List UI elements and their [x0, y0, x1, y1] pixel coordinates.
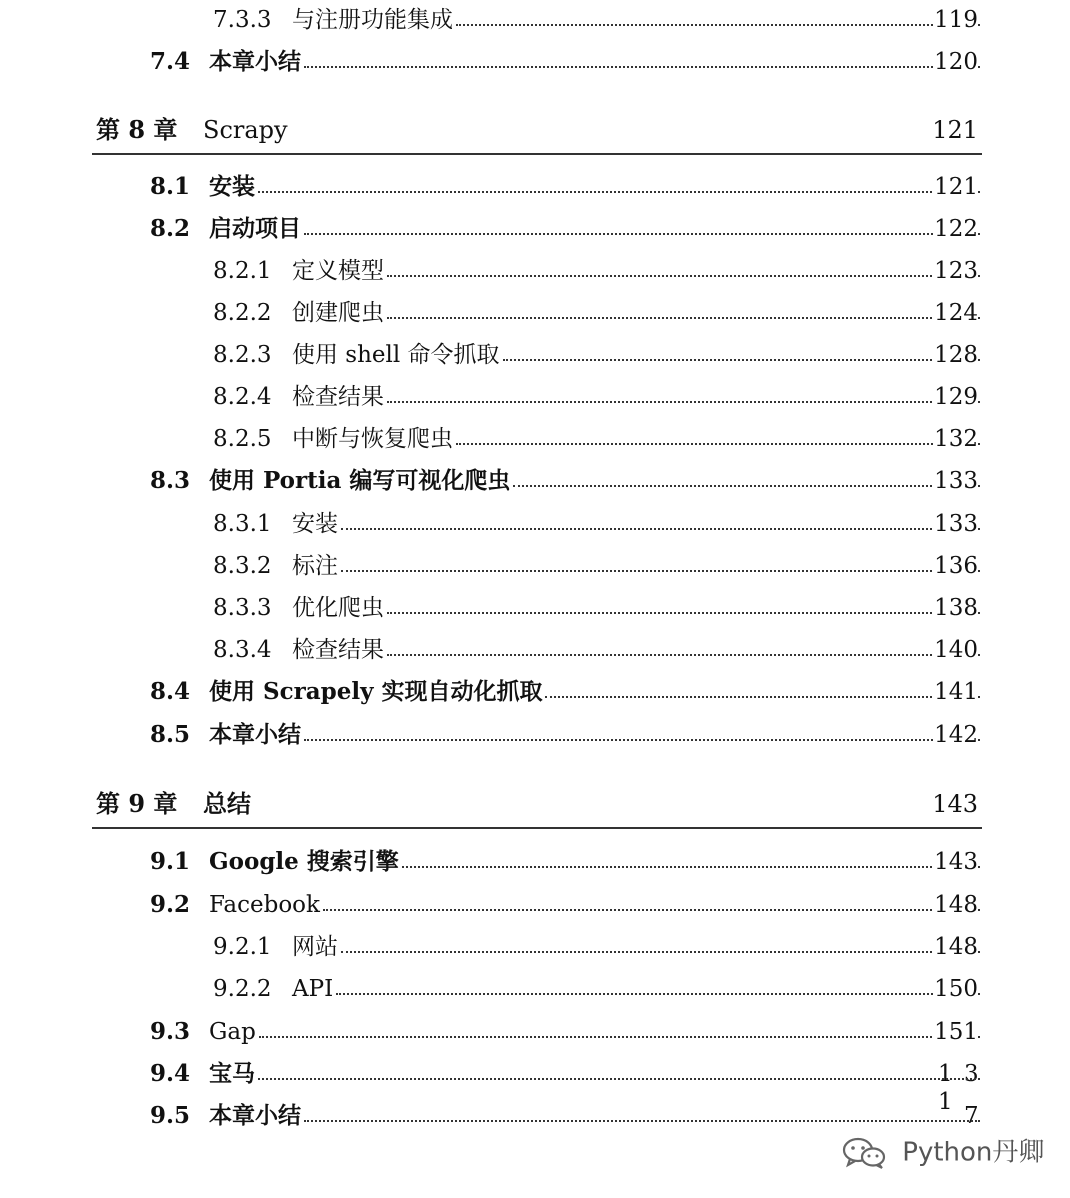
toc-row-title: Google 搜索引擎	[209, 845, 402, 879]
toc-row	[0, 888, 1070, 922]
toc-row	[0, 464, 1070, 498]
leader-dots	[336, 972, 980, 1006]
leader-dots	[513, 464, 980, 498]
leader-dots	[341, 549, 980, 583]
toc-row	[0, 45, 1070, 79]
toc-row-number: 8.2.3	[213, 342, 272, 368]
toc-row-page: 150	[934, 972, 978, 1006]
toc-row	[0, 675, 1070, 709]
toc-row-number: 8.2.1	[213, 258, 272, 284]
toc-row-title: Gap	[209, 1015, 259, 1049]
toc-row-title: 定义模型	[292, 254, 387, 288]
page-digit: 1	[938, 1061, 953, 1087]
toc-row-number: 9.2	[150, 891, 191, 918]
chapter-title: Scrapy	[203, 116, 288, 144]
toc-row	[0, 254, 1070, 288]
toc-row-title: 安装	[209, 170, 258, 204]
toc-row-page: 119	[934, 3, 978, 37]
toc-row	[0, 591, 1070, 625]
leader-dots	[304, 718, 980, 752]
toc-row	[0, 507, 1070, 541]
leader-dots	[387, 633, 980, 667]
leader-dots	[259, 1015, 980, 1049]
toc-row-page: 148	[934, 930, 978, 964]
toc-row	[0, 549, 1070, 583]
toc-row-page: 136	[934, 549, 978, 583]
toc-row-title: 与注册功能集成	[292, 3, 456, 37]
leader-dots	[341, 930, 980, 964]
leader-dots	[456, 422, 980, 456]
toc-row	[0, 633, 1070, 667]
chapter-label: 第 9 章	[96, 789, 178, 818]
leader-dots	[341, 507, 980, 541]
toc-row-number: 8.2.4	[213, 384, 272, 410]
toc-row-title: 使用 shell 命令抓取	[292, 338, 503, 372]
toc-row	[0, 1099, 1070, 1133]
toc-row	[0, 3, 1070, 37]
toc-row-title: 启动项目	[209, 212, 304, 246]
toc-row-page: 133	[934, 507, 978, 541]
toc-row-page: 124	[934, 296, 978, 330]
toc-row-title: 标注	[292, 549, 341, 583]
toc-row-page: 151	[934, 1015, 978, 1049]
leader-dots	[503, 338, 980, 372]
chapter-heading	[0, 110, 1070, 150]
toc-row-number: 8.2	[150, 215, 191, 242]
page-digit: 7	[964, 1103, 979, 1129]
toc-row-title: 使用 Scrapely 实现自动化抓取	[209, 675, 545, 709]
toc-row-page: 142	[934, 718, 978, 752]
toc-row-title: 网站	[292, 930, 341, 964]
toc-row	[0, 296, 1070, 330]
toc-row-number: 7.4	[150, 48, 191, 75]
toc-row-page: 140	[934, 633, 978, 667]
toc-row-title: API	[292, 972, 336, 1006]
watermark	[840, 1132, 1044, 1172]
leader-dots	[258, 1057, 980, 1091]
chapter-rule	[92, 153, 982, 155]
toc-row-number: 8.3.1	[213, 511, 272, 537]
leader-dots	[545, 675, 980, 709]
wechat-icon	[840, 1136, 888, 1170]
toc-row	[0, 1057, 1070, 1091]
toc-row-title: 宝马	[209, 1057, 258, 1091]
toc-row-title: 创建爬虫	[292, 296, 387, 330]
leader-dots	[258, 170, 980, 204]
toc-row-number: 9.4	[150, 1060, 191, 1087]
toc-row-title: 使用 Portia 编写可视化爬虫	[209, 464, 513, 498]
toc-row-title: 中断与恢复爬虫	[292, 422, 456, 456]
toc-row-title: 安装	[292, 507, 341, 541]
toc-row-title: 检查结果	[292, 380, 387, 414]
chapter-title: 总结	[203, 789, 251, 818]
toc-row-title: 本章小结	[209, 718, 304, 752]
toc-row-page: 123	[934, 254, 978, 288]
toc-row-page: 122	[934, 212, 978, 246]
toc-row-page: 132	[934, 422, 978, 456]
toc-row-number: 9.5	[150, 1102, 191, 1129]
toc-row-number: 8.2.5	[213, 426, 272, 452]
toc-row-title: 本章小结	[209, 1099, 304, 1133]
toc-row	[0, 845, 1070, 879]
toc-row-page: 128	[934, 338, 978, 372]
toc-row-title: 检查结果	[292, 633, 387, 667]
toc-row	[0, 380, 1070, 414]
toc-row-number: 8.3.3	[213, 595, 272, 621]
toc-row	[0, 972, 1070, 1006]
toc-row-number: 8.4	[150, 678, 191, 705]
chapter-label: 第 8 章	[96, 115, 178, 144]
toc-row-number: 8.3.2	[213, 553, 272, 579]
leader-dots	[402, 845, 980, 879]
leader-dots	[456, 3, 980, 37]
toc-row-page: 141	[934, 675, 978, 709]
watermark-text: Python丹卿	[902, 1137, 1045, 1168]
leader-dots	[387, 591, 980, 625]
toc-row-number: 8.5	[150, 721, 191, 748]
toc-row-number: 8.1	[150, 173, 191, 200]
toc-row-page: 129	[934, 380, 978, 414]
toc-row-number: 9.2.2	[213, 976, 272, 1002]
toc-row	[0, 212, 1070, 246]
toc-row-page: 138	[934, 591, 978, 625]
leader-dots	[323, 888, 980, 922]
toc-row-number: 8.3.4	[213, 637, 272, 663]
leader-dots	[387, 254, 980, 288]
toc-row-page: 120	[934, 45, 978, 79]
toc-row	[0, 718, 1070, 752]
toc-row-page: 133	[934, 464, 978, 498]
toc-row	[0, 1015, 1070, 1049]
chapter-page: 143	[932, 790, 978, 818]
toc-row	[0, 338, 1070, 372]
toc-row-number: 9.2.1	[213, 934, 272, 960]
leader-dots	[304, 1099, 980, 1133]
toc-row-title: Facebook	[209, 888, 323, 922]
leader-dots	[387, 380, 980, 414]
toc-row-page: 121	[934, 170, 978, 204]
leader-dots	[304, 212, 980, 246]
toc-row-page: 143	[934, 845, 978, 879]
toc-row-title: 优化爬虫	[292, 591, 387, 625]
toc-row	[0, 930, 1070, 964]
toc-row-number: 7.3.3	[213, 7, 272, 33]
leader-dots	[304, 45, 980, 79]
toc-row-number: 8.3	[150, 467, 191, 494]
chapter-page: 121	[932, 116, 978, 144]
chapter-rule	[92, 827, 982, 829]
chapter-heading	[0, 784, 1070, 824]
toc-row	[0, 170, 1070, 204]
toc-row-title: 本章小结	[209, 45, 304, 79]
page-digit: 1	[938, 1089, 953, 1115]
toc-row-number: 8.2.2	[213, 300, 272, 326]
leader-dots	[387, 296, 980, 330]
toc-row-number: 9.1	[150, 848, 191, 875]
toc-row-number: 9.3	[150, 1018, 191, 1045]
toc-row-page: 148	[934, 888, 978, 922]
toc-row	[0, 422, 1070, 456]
page-digit: 3	[964, 1061, 979, 1087]
